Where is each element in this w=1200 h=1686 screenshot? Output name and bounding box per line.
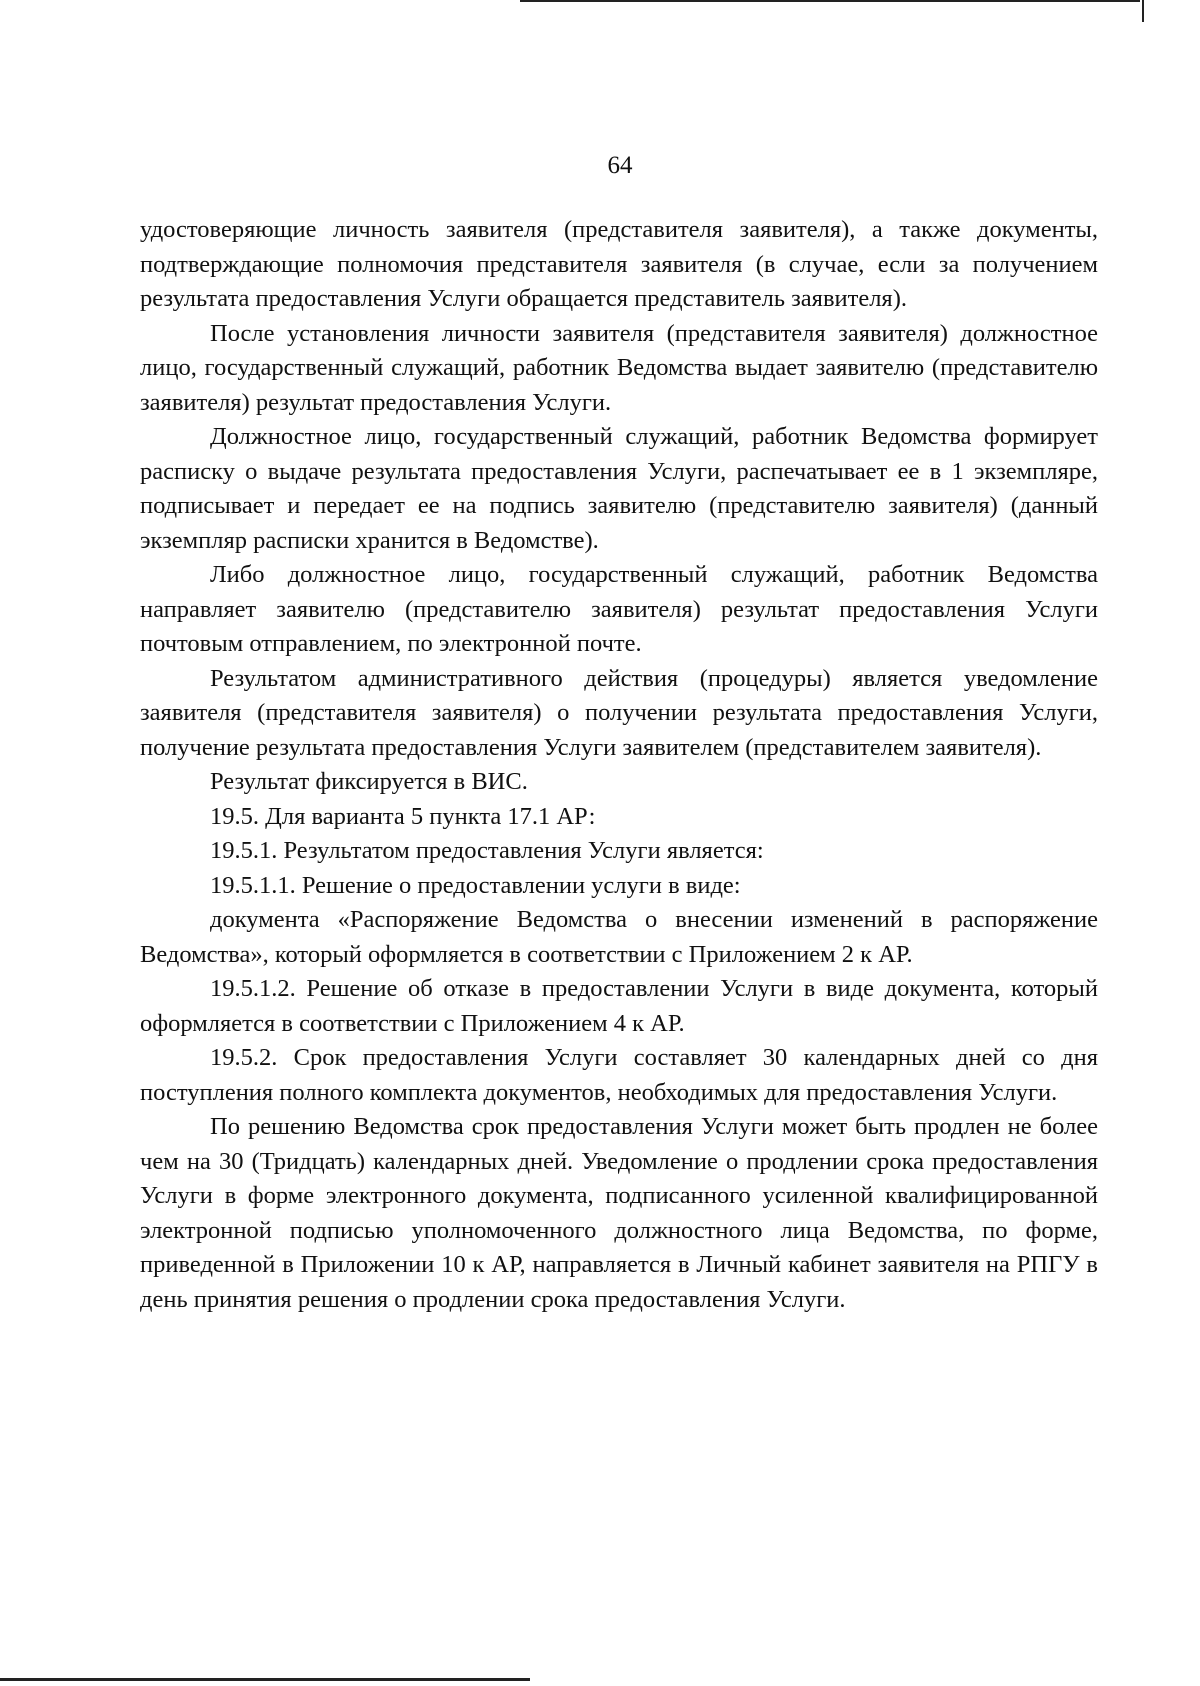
paragraph: 19.5.1. Результатом предоставления Услуги является: [210,837,764,864]
paragraph: 19.5. Для варианта 5 пункта 17.1 АР: [210,802,596,830]
scan-edge-bottom [0,1678,530,1681]
paragraph: удостоверяющие личность заявителя (представителя заявителя), а также документы, подтверждающие полномочия представителя заявителя (в случае, если за получением результата предоставления Услуги обращается представитель заявителя). [140,216,1098,312]
paragraph: После установления личности заявителя (представителя заявителя) должностное лицо, государственный служащий, работник Ведомства выдает заявителю (представителю заявителя) результат предоставления Услуги. [140,319,1098,416]
paragraph: 19.5.1.2. Решение об отказе в предоставлении Услуги в виде документа, который оформляется в соответствии с Приложением 4 к АР. [140,975,1098,1037]
paragraph: Результатом административного действия (процедуры) является уведомление заявителя (представителя заявителя) о получении результата предоставления Услуги, получение результата предоставления Услуги заявителем (представителем заявителя). [140,664,1098,761]
paragraph: Результат фиксируется в ВИС. [210,768,528,795]
paragraph: Должностное лицо, государственный служащий, работник Ведомства формирует расписку о выдаче результата предоставления Услуги, распечатывает ее в 1 экземпляре, подписывает и передает ее на подпись заявителю (представителю заявителя) (данный экземпляр расписки хранится в Ведомстве). [140,423,1098,554]
scan-edge-right [1142,0,1144,22]
paragraph: Либо должностное лицо, государственный служащий, работник Ведомства направляет заявителю (представителю заявителя) результат предоставления Услуги почтовым отправлением, по электронной почте. [140,561,1098,657]
paragraph: документа «Распоряжение Ведомства о внесении изменений в распоряжение Ведомства», который оформляется в соответствии с Приложением 2 к АР. [140,906,1098,968]
scan-edge-top [520,0,1140,2]
document-body [140,213,1098,1317]
paragraph: 19.5.1.1. Решение о предоставлении услуги в виде: [210,871,741,899]
page-number: 64 [607,152,633,179]
paragraph: По решению Ведомства срок предоставления Услуги может быть продлен не более чем на 30 (Тридцать) календарных дней. Уведомление о продлении срока предоставления Услуги в форме электронного документа, подписанного усиленной квалифицированной электронной подписью уполномоченного должностного лица Ведомства, по форме, приведенной в Приложении 10 к АР, направляется в Личный кабинет заявителя на РПГУ в день принятия решения о продлении срока предоставления Услуги. [140,1113,1098,1313]
paragraph: 19.5.2. Срок предоставления Услуги составляет 30 календарных дней со дня поступления полного комплекта документов, необходимых для предоставления Услуги. [140,1044,1098,1106]
